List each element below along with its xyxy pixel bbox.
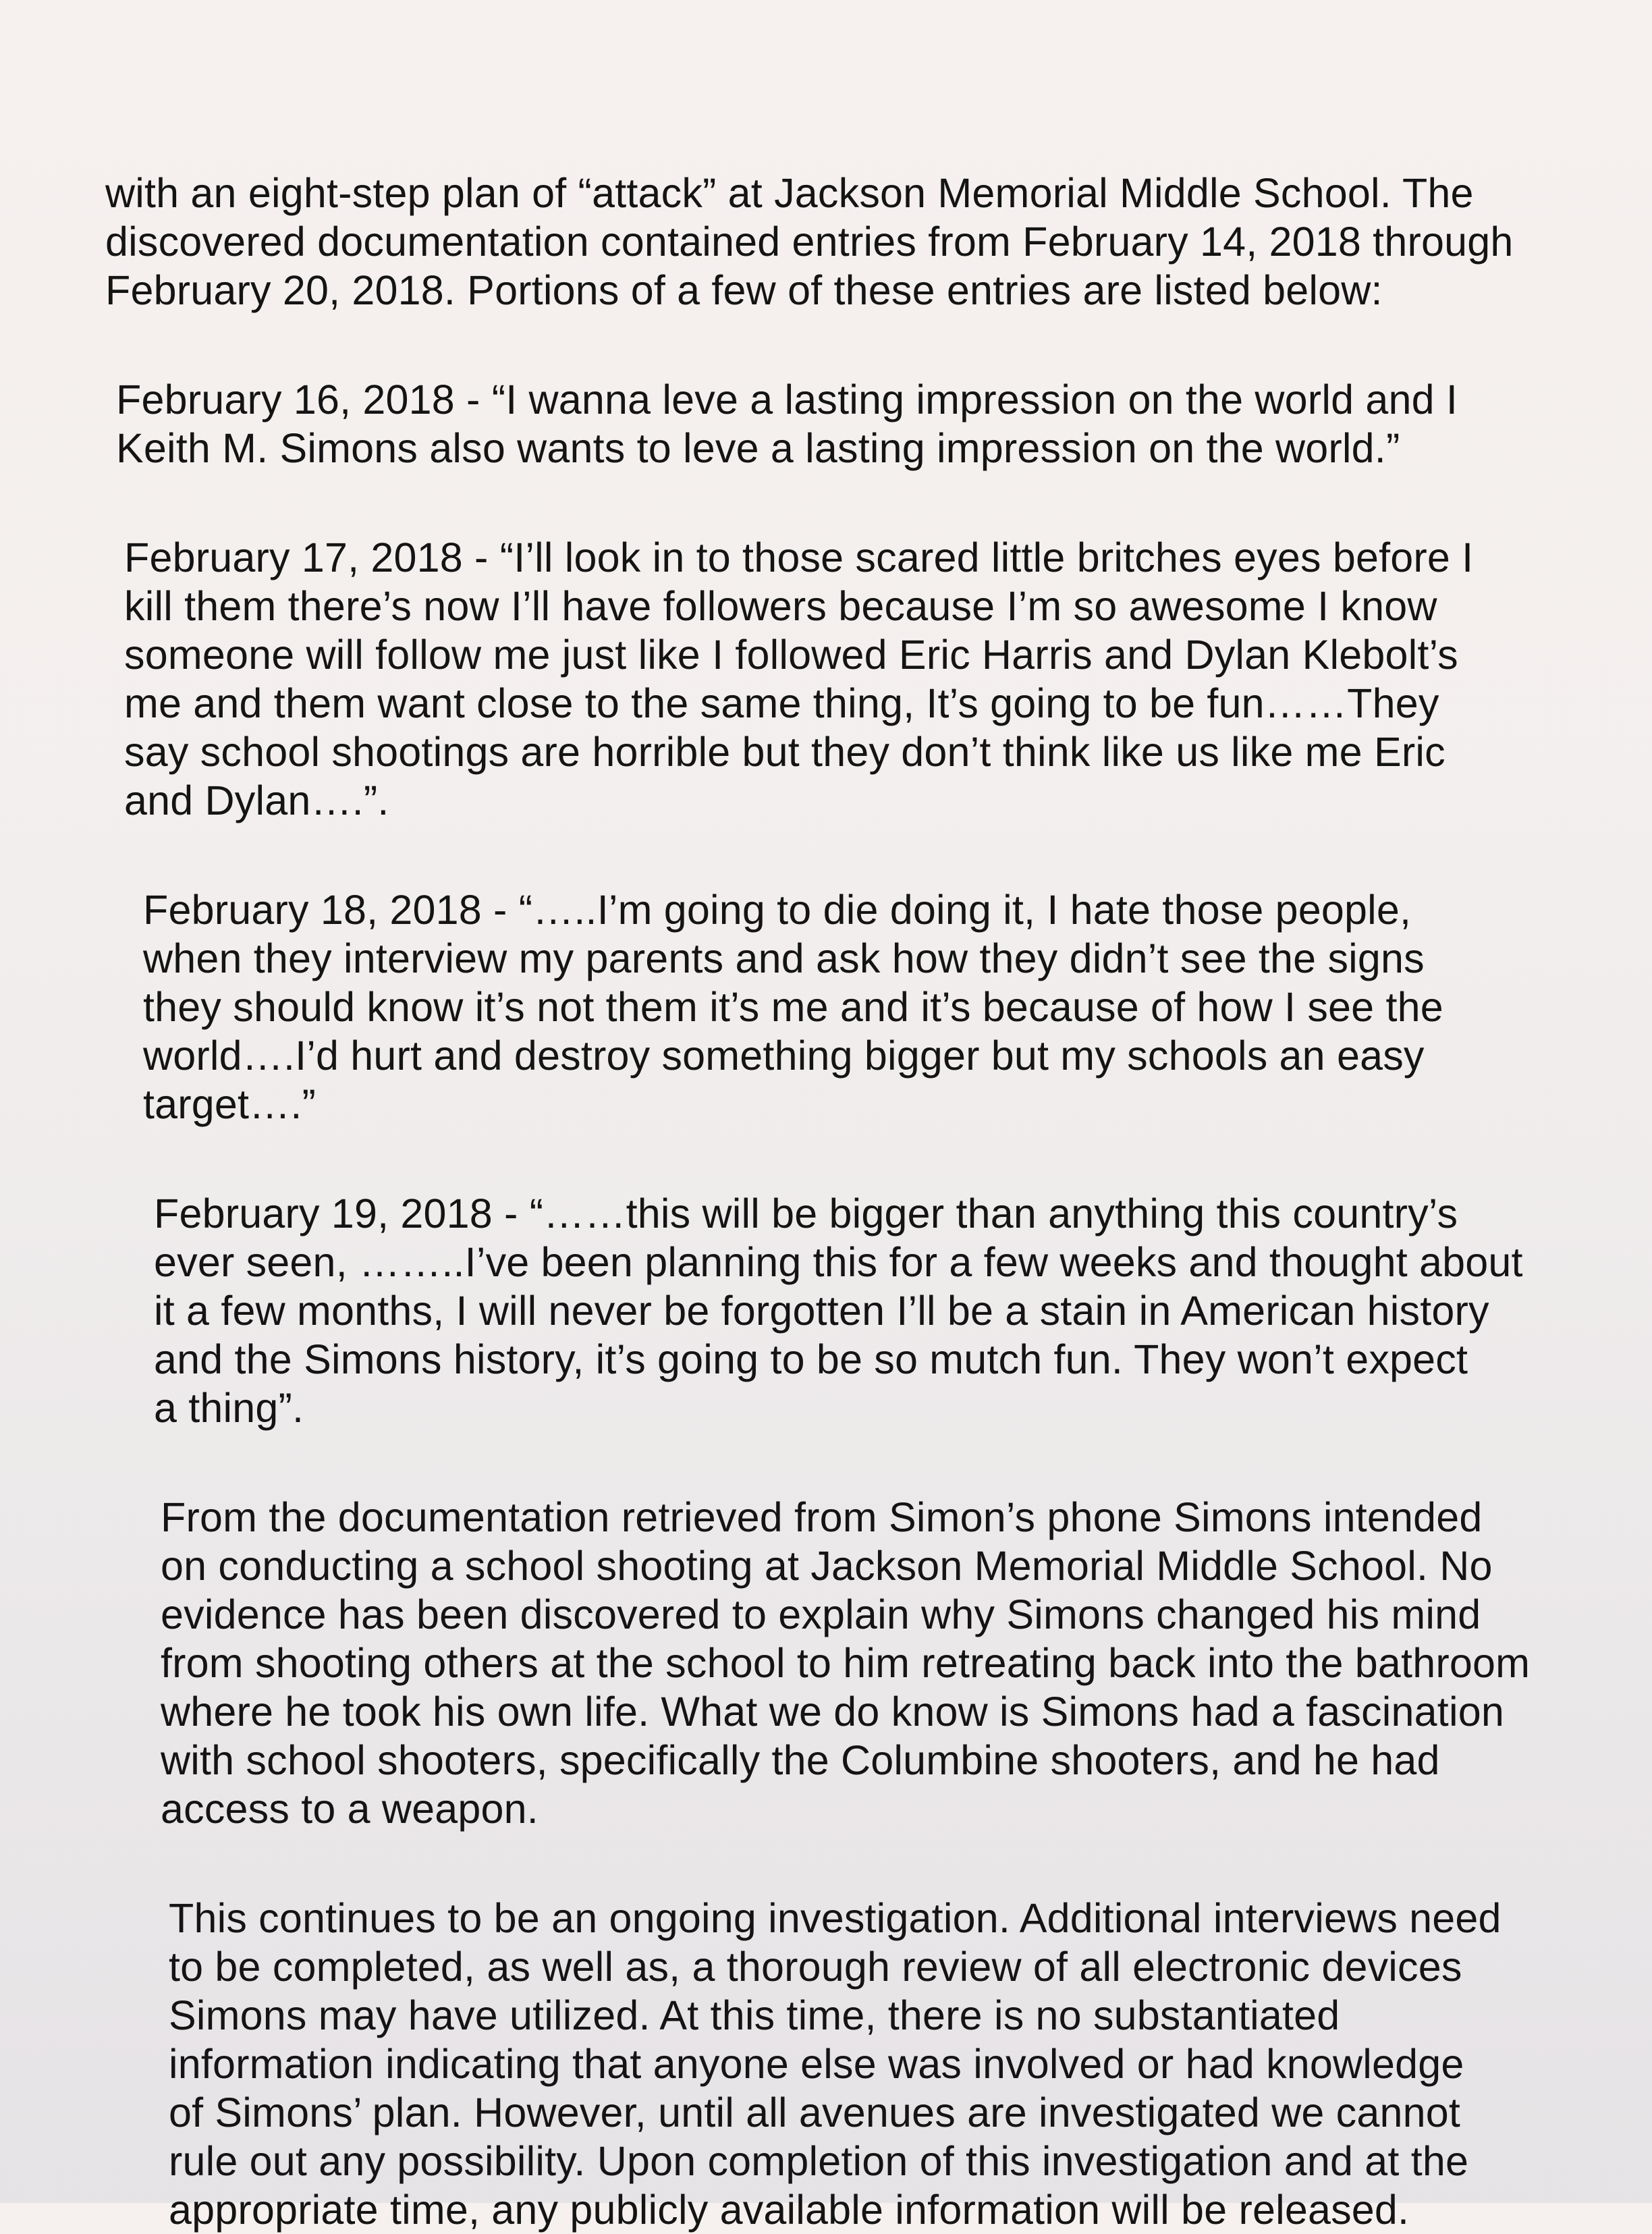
paragraph-intro: with an eight-step plan of “attack” at Jackson Memorial Middle School. The discovered documentation contained entries from February 14, 2018 through February 20, 2018. Portions of a few of these entries are listed below: — [105, 170, 1514, 313]
paragraph-findings: From the documentation retrieved from Simon’s phone Simons intended on conducting a school shooting at Jackson Memorial Middle School. No evidence has been discovered to explain why Simons changed his mind from shooting others at the school to him retreating back into the bathroom where he took his own life. What we do know is Simons had a fascination with school shooters, specifically the Columbine shooters, and he had access to a weapon. — [161, 1494, 1531, 1832]
entry-feb-18: February 18, 2018 - “…..I’m going to die doing it, I hate those people, when they interview my parents and ask how they didn’t see the signs they should know it’s not them it’s me and it’s because of how I see the world….I’d hurt and destroy something bigger but my schools an easy target….” — [143, 887, 1443, 1127]
document-page — [101, 169, 1633, 2233]
entry-feb-16: February 16, 2018 - “I wanna leve a lasting impression on the world and I Keith M. Simons also wants to leve a lasting impression on the world.” — [116, 377, 1458, 471]
entry-feb-17: February 17, 2018 - “I’ll look in to those scared little britches eyes before I kill them there’s now I’ll have followers because I’m so awesome I know someone will follow me just like I followed Eric Harris and Dylan Klebolt’s me and them want close to the same thing, It’s going to be fun……They say school shootings are horrible but they don’t think like us like me Eric and Dylan….”. — [124, 535, 1474, 823]
entry-feb-19: February 19, 2018 - “……this will be bigger than anything this country’s ever seen, ……..I’ve been planning this for a few weeks and thought about it a few months, I will never be forgotten I’ll be a stain in American history and the Simons history, it’s going to be so mutch fun. They won’t expect a thing”. — [154, 1191, 1523, 1431]
paragraph-conclusion: This continues to be an ongoing investigation. Additional interviews need to be completed, as well as, a thorough review of all electronic devices Simons may have utilized. At this time, there is no substantiated information indicating that anyone else was involved or had knowledge of Simons’ plan. However, until all avenues are investigated we cannot rule out any possibility. Upon completion of this investigation and at the appropriate time, any publicly available information will be released. — [169, 1895, 1502, 2233]
